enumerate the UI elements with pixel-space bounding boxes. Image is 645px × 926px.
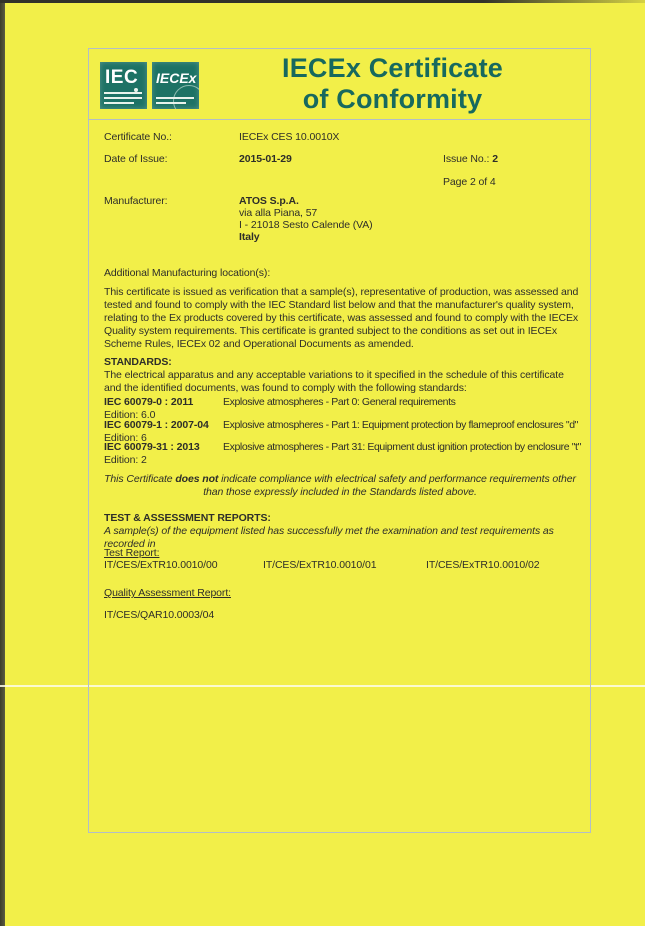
disclaimer-suffix: indicate compliance with electrical safety and performance requirements other than those expressly included in the Standards listed above. (203, 473, 576, 498)
date-of-issue-label: Date of Issue: (104, 153, 168, 165)
disclaimer-note (99, 473, 581, 499)
standard-code: IEC 60079-1 : 2007-04 (104, 419, 209, 431)
date-of-issue-value: 2015-01-29 (239, 153, 292, 165)
certificate-frame (88, 48, 591, 833)
standard-edition: Edition: 2 (104, 454, 147, 466)
test-assessment-heading: TEST & ASSESSMENT REPORTS: (104, 512, 271, 524)
standard-edition: Edition: 6.0 (104, 409, 156, 421)
manufacturer-address-line2: I - 21018 Sesto Calende (VA) (239, 219, 373, 231)
disclaimer-prefix: This Certificate (104, 473, 176, 485)
iecex-logo-icon (152, 62, 199, 109)
standard-description: Explosive atmospheres - Part 31: Equipment dust ignition protection by enclosure "t" (223, 441, 581, 453)
test-report-label: Test Report: (104, 547, 160, 559)
issue-no (443, 153, 498, 166)
iec-logo-text: IEC (105, 66, 139, 88)
verification-paragraph: This certificate is issued as verification that a sample(s), representative of production, was assessed and tested and found to comply with the IEC Standard list below and that the manufacturer's quality system, relating to the Ex products covered by this certificate, was assessed and found to comply with the IECEx Quality system requirements. This certificate is granted subject to the conditions as set out in IECEx Scheme Rules, IECEx 02 and Operational Documents as amended. (104, 286, 579, 350)
quality-assessment-report-value: IT/CES/QAR10.0003/04 (104, 609, 215, 621)
manufacturer-address-line3: Italy (239, 231, 260, 243)
standard-description: Explosive atmospheres - Part 1: Equipment protection by flameproof enclosures "d" (223, 419, 578, 431)
manufacturer-address (239, 195, 373, 243)
test-report-number: IT/CES/ExTR10.0010/01 (263, 559, 377, 571)
issue-no-value: 2 (492, 153, 499, 165)
issue-no-label: Issue No.: (443, 153, 490, 165)
standard-description: Explosive atmospheres - Part 0: General requirements (223, 396, 456, 408)
title-line-1: IECEx Certificate (282, 53, 503, 83)
standards-intro: The electrical apparatus and any acceptable variations to it specified in the schedule of this certificate and the identified documents, was found to comply with the following standards: (104, 369, 564, 394)
additional-locations-label: Additional Manufacturing location(s): (104, 267, 271, 279)
manufacturer-label: Manufacturer: (104, 195, 168, 207)
certificate-no-value: IECEx CES 10.0010X (239, 131, 340, 143)
page-number: Page 2 of 4 (443, 176, 496, 188)
iec-logo-icon (100, 62, 147, 109)
test-report-number: IT/CES/ExTR10.0010/00 (104, 559, 218, 571)
test-report-number: IT/CES/ExTR10.0010/02 (426, 559, 540, 571)
manufacturer-address-line1: via alla Piana, 57 (239, 207, 318, 219)
standard-edition: Edition: 6 (104, 432, 147, 444)
standard-code: IEC 60079-0 : 2011 (104, 396, 194, 408)
test-assessment-intro: A sample(s) of the equipment listed has successfully met the examination and test requirements as recorded in (104, 525, 554, 550)
logo-group (100, 62, 199, 109)
certificate-no-label: Certificate No.: (104, 131, 172, 143)
title-line-2: of Conformity (302, 84, 483, 114)
scan-edge-top (0, 0, 645, 3)
manufacturer-name: ATOS S.p.A. (239, 195, 299, 207)
page-title (199, 53, 590, 115)
iecex-logo-text: IECEx (156, 69, 197, 86)
quality-assessment-report-label: Quality Assessment Report: (104, 587, 231, 599)
standard-code: IEC 60079-31 : 2013 (104, 441, 200, 453)
scan-edge-left (0, 0, 5, 926)
standards-heading: STANDARDS: (104, 356, 172, 368)
disclaimer-emphasis: does not (175, 473, 219, 485)
certificate-header (89, 49, 590, 120)
